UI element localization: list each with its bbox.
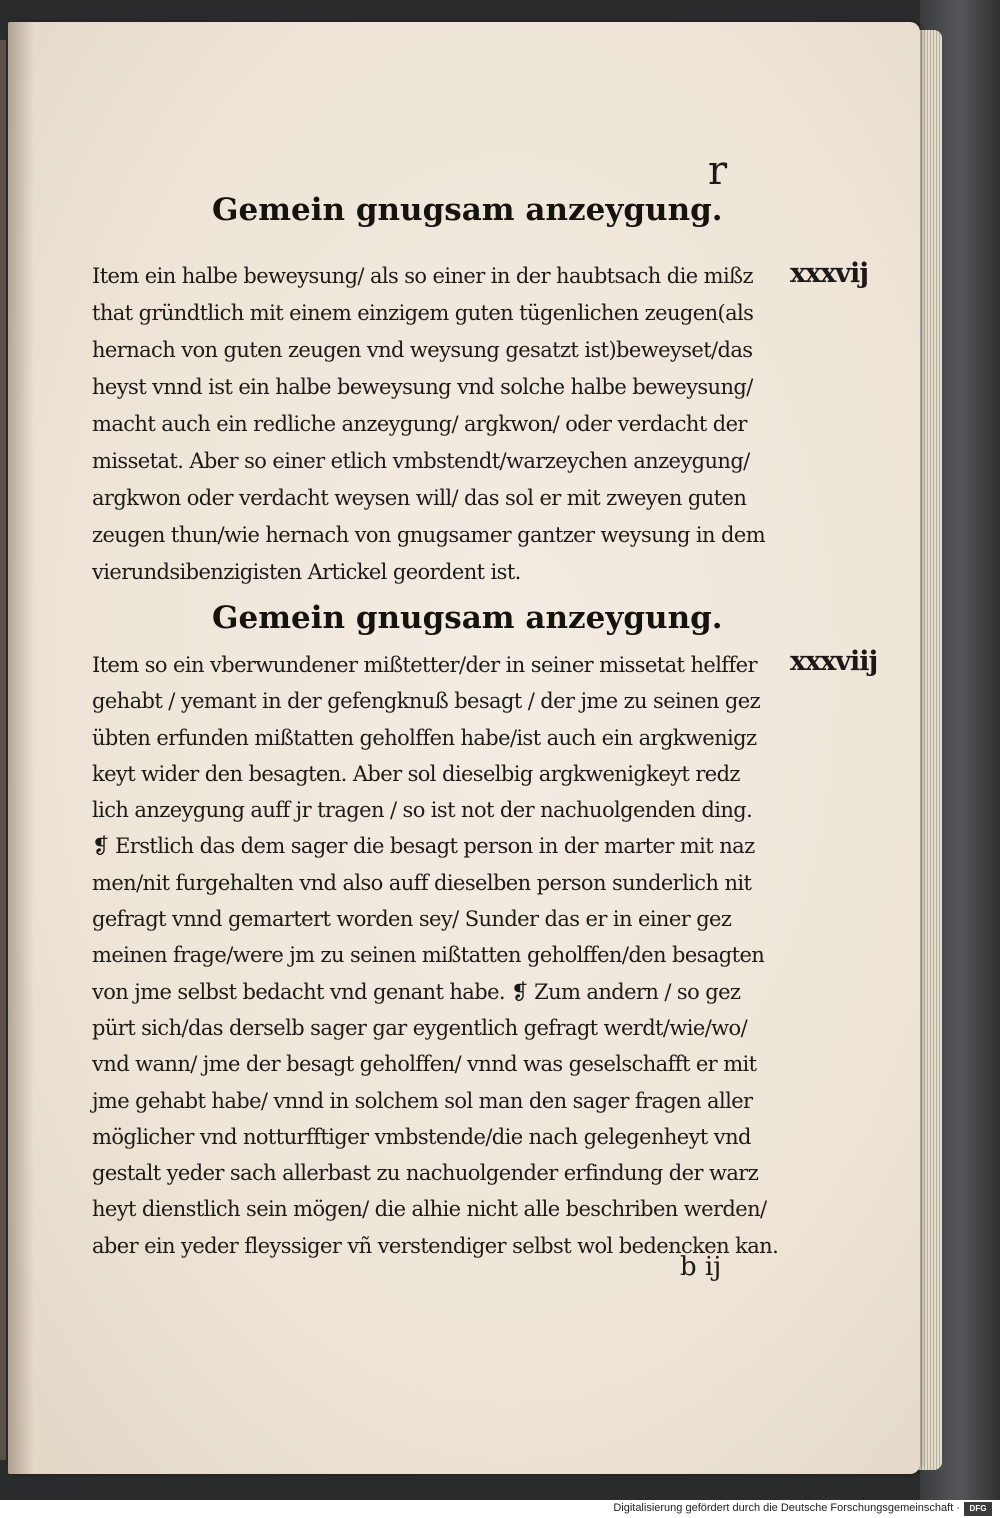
paragraph-2	[92, 647, 782, 1264]
text-line: aber ein yeder fleyssiger vñ verstendiger selbst wol bedencken kan.	[92, 1233, 779, 1258]
text-line: von jme selbst bedacht vnd genant habe. ❡ Zum andern / so gez	[92, 979, 741, 1004]
text-line: jme gehabt habe/ vnnd in solchem sol man den sager fragen aller	[92, 1088, 753, 1113]
text-line: missetat. Aber so einer etlich vmbstendt/warzeychen anzeygung/	[92, 449, 750, 473]
text-line: Item so ein vberwundener mißtetter/der in seiner missetat helffer	[92, 653, 757, 677]
text-line: zeugen thun/wie hernach von gnugsamer gantzer weysung in dem	[92, 523, 766, 547]
text-line: argkwon oder verdacht weysen will/ das sol er mit zweyen guten	[92, 486, 747, 510]
text-line: gestalt yeder sach allerbast zu nachuolgender erfindung der warz	[92, 1161, 759, 1186]
article-number-1: xxxvij	[790, 258, 869, 289]
signature-mark: b ij	[680, 1252, 722, 1282]
gutter-shadow	[8, 22, 34, 1474]
text-line: Item ein halbe beweysung/ als so einer in der haubtsach die mißz	[92, 264, 753, 288]
text-line: möglicher vnd notturfftiger vmbstende/die nach gelegenheyt vnd	[92, 1124, 751, 1149]
text-line: heyst vnnd ist ein halbe beweysung vnd solche halbe beweysung/	[92, 375, 753, 399]
text-line: übten erfunden mißtatten geholffen habe/ist auch ein argkwenigz	[92, 725, 757, 750]
dfg-logo-icon: DFG	[964, 1502, 992, 1516]
article-number-2: xxxviij	[790, 646, 878, 677]
text-line: heyt dienstlich sein mögen/ die alhie nicht alle beschriben werden/	[92, 1197, 767, 1222]
text-line: macht auch ein redliche anzeygung/ argkwon/ oder verdacht der	[92, 412, 747, 436]
foliation-mark: r	[708, 148, 728, 194]
text-line: lich anzeygung auff jr tragen / so ist not der nachuolgenden ding.	[92, 798, 753, 823]
section-heading-1: Gemein gnugsam anzeygung.	[212, 192, 723, 228]
footer-bar	[0, 1500, 1000, 1518]
text-line: that gründtlich mit einem einzigem guten tügenlichen zeugen(als	[92, 301, 754, 325]
text-line: men/nit furgehalten vnd also auff dieselben person sunderlich nit	[92, 870, 752, 895]
funding-notice: Digitalisierung gefördert durch die Deutsche Forschungsgemeinschaft ·	[613, 1502, 960, 1514]
text-line: gehabt / yemant in der gefengknuß besagt / der jme zu seinen gez	[92, 689, 761, 714]
section-heading-2: Gemein gnugsam anzeygung.	[212, 600, 723, 636]
text-line: keyt wider den besagten. Aber sol dieselbig argkwenigkeyt redz	[92, 761, 740, 786]
text-line: pürt sich/das derselb sager gar eygentlich gefragt werdt/wie/wo/	[92, 1015, 748, 1040]
paragraph-1	[92, 258, 782, 591]
text-line: ❡ Erstlich das dem sager die besagt person in der marter mit naz	[92, 834, 755, 859]
text-line: meinen frage/were jm zu seinen mißtatten geholffen/den besagten	[92, 943, 765, 968]
text-line: hernach von guten zeugen vnd weysung gesatzt ist)beweyset/das	[92, 338, 753, 362]
text-line: vnd wann/ jme der besagt geholffen/ vnnd was geselschafft er mit	[92, 1052, 757, 1077]
binding-strip	[0, 40, 6, 1460]
text-line: gefragt vnnd gemartert worden sey/ Sunder das er in einer gez	[92, 907, 732, 932]
text-line: vierundsibenzigisten Artickel geordent ist.	[92, 560, 521, 584]
